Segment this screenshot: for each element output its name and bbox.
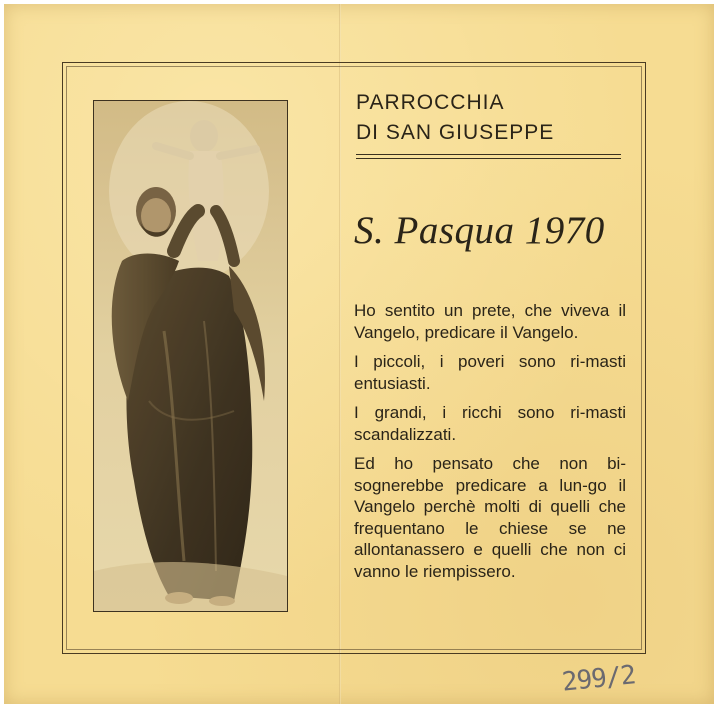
parish-header	[356, 88, 554, 148]
paragraph-3: I grandi, i ricchi sono ri-masti scandalizzati.	[354, 403, 626, 444]
saint-joseph-holding-child-icon	[94, 101, 287, 611]
paragraph-1: Ho sentito un prete, che viveva il Vangelo, predicare il Vangelo.	[354, 301, 626, 342]
parish-header-line1: PARROCCHIA	[356, 91, 505, 114]
header-rule-top	[356, 154, 621, 155]
paragraph-4: Ed ho pensato che non bi-sognerebbe predicare a lun-go il Vangelo perchè molti di quelli che frequentano le chiese se ne allontanassero e quelli che non ci vanno le riempissero.	[354, 454, 626, 581]
paragraph-2: I piccoli, i poveri sono ri-masti entusiasti.	[354, 352, 626, 393]
archive-number: 299/2	[560, 660, 637, 698]
parish-header-line2: DI SAN GIUSEPPE	[356, 121, 555, 144]
message-text	[354, 300, 626, 590]
header-rule-bottom	[356, 158, 621, 159]
saint-joseph-illustration	[93, 100, 288, 612]
page-title: S. Pasqua 1970	[354, 209, 605, 252]
